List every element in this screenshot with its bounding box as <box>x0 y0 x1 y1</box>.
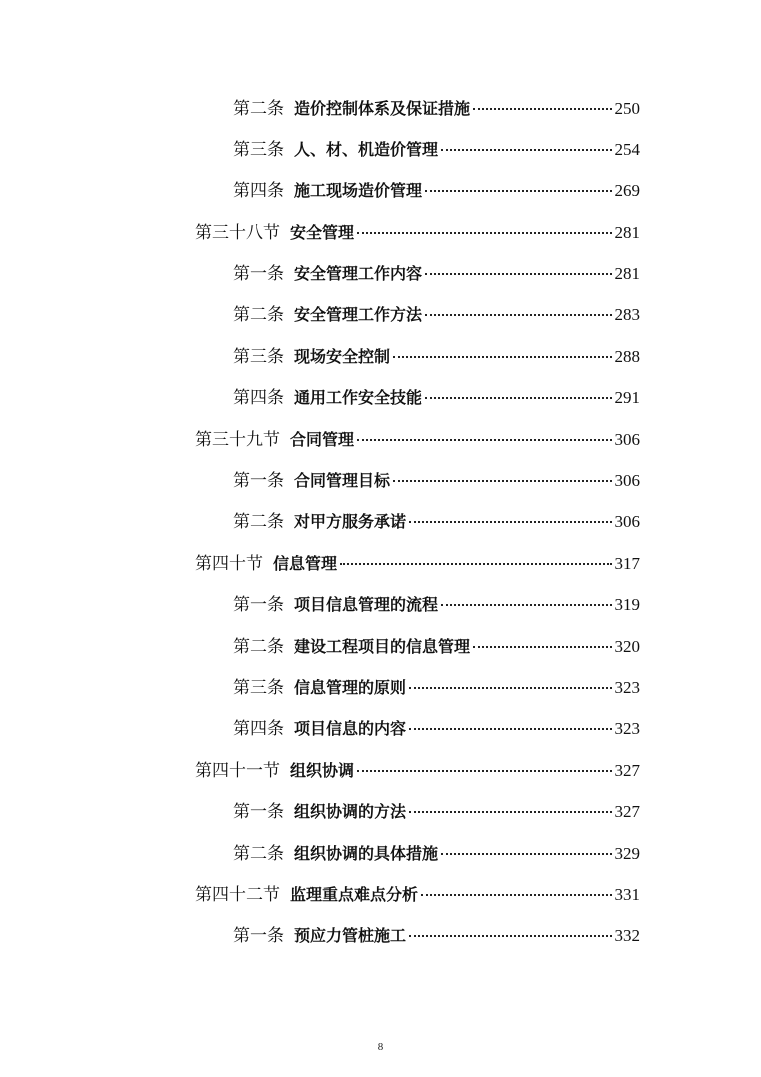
toc-entry-line <box>233 833 640 875</box>
toc-entry-number: 第二条 <box>233 98 284 119</box>
toc-entry-page: 331 <box>614 884 640 904</box>
toc-entry-page: 332 <box>614 926 640 946</box>
toc-article-entry[interactable] <box>0 792 761 833</box>
dot-leader <box>441 604 611 606</box>
toc-entry-title: 人、材、机造价管理 <box>294 139 439 159</box>
dot-leader <box>421 894 611 896</box>
dot-leader <box>409 935 611 937</box>
toc-article-entry[interactable] <box>0 171 761 212</box>
toc-entry-page: 306 <box>614 429 640 449</box>
toc-entry-title: 监理重点难点分析 <box>290 884 419 904</box>
toc-article-entry[interactable] <box>0 336 761 377</box>
dot-leader <box>473 108 611 110</box>
toc-entry-title: 通用工作安全技能 <box>294 388 423 408</box>
toc-entry-title: 建设工程项目的信息管理 <box>294 636 471 656</box>
toc-entry-title: 合同管理目标 <box>294 471 391 491</box>
toc-section-entry[interactable] <box>0 419 761 460</box>
toc-section-entry[interactable] <box>0 874 761 915</box>
toc-entry-page: 327 <box>614 760 640 780</box>
toc-entry-line <box>233 336 640 378</box>
dot-leader <box>393 480 611 482</box>
toc-entry-title: 项目信息的内容 <box>294 719 407 739</box>
toc-entry-number: 第一条 <box>233 471 284 492</box>
toc-entry-line <box>233 915 640 957</box>
toc-entry-number: 第四条 <box>233 181 284 202</box>
toc-entry-number: 第四十节 <box>195 553 263 574</box>
toc-entry-line <box>233 377 640 419</box>
toc-entry-page: 329 <box>614 843 640 863</box>
toc-entry-line <box>233 460 640 502</box>
toc-article-entry[interactable] <box>0 129 761 170</box>
toc-section-entry[interactable] <box>0 543 761 584</box>
toc-entry-number: 第三条 <box>233 139 284 160</box>
toc-entry-number: 第一条 <box>233 802 284 823</box>
toc-entry-page: 281 <box>614 264 640 284</box>
toc-article-entry[interactable] <box>0 378 761 419</box>
toc-entry-page: 306 <box>614 471 640 491</box>
toc-article-entry[interactable] <box>0 626 761 667</box>
table-of-contents <box>0 88 761 957</box>
toc-entry-title: 安全管理工作内容 <box>294 264 423 284</box>
dot-leader <box>425 397 611 399</box>
toc-entry-number: 第四条 <box>233 388 284 409</box>
toc-article-entry[interactable] <box>0 88 761 129</box>
toc-entry-line <box>233 667 640 709</box>
toc-entry-title: 安全管理 <box>290 222 355 242</box>
dot-leader <box>409 811 611 813</box>
dot-leader <box>409 687 611 689</box>
toc-entry-line <box>233 584 640 626</box>
dot-leader <box>425 190 611 192</box>
toc-article-entry[interactable] <box>0 254 761 295</box>
dot-leader <box>441 853 611 855</box>
toc-article-entry[interactable] <box>0 916 761 957</box>
toc-entry-number: 第二条 <box>233 512 284 533</box>
dot-leader <box>473 646 611 648</box>
toc-section-entry[interactable] <box>0 212 761 253</box>
toc-entry-line <box>233 708 640 750</box>
toc-entry-page: 323 <box>614 677 640 697</box>
toc-entry-number: 第一条 <box>233 926 284 947</box>
toc-entry-title: 合同管理 <box>290 429 355 449</box>
toc-entry-page: 283 <box>614 305 640 325</box>
dot-leader <box>357 232 611 234</box>
toc-entry-number: 第三条 <box>233 677 284 698</box>
toc-entry-line <box>233 129 640 171</box>
toc-entry-page: 281 <box>614 222 640 242</box>
toc-entry-title: 安全管理工作方法 <box>294 305 423 325</box>
dot-leader <box>441 149 611 151</box>
toc-entry-line <box>233 253 640 295</box>
toc-entry-line <box>233 88 640 130</box>
toc-entry-page: 254 <box>614 139 640 159</box>
toc-entry-number: 第二条 <box>233 636 284 657</box>
toc-entry-page: 306 <box>614 512 640 532</box>
dot-leader <box>357 770 611 772</box>
toc-entry-title: 造价控制体系及保证措施 <box>294 98 471 118</box>
toc-section-entry[interactable] <box>0 750 761 791</box>
toc-entry-line <box>195 874 640 916</box>
toc-entry-line <box>233 501 640 543</box>
dot-leader <box>393 356 611 358</box>
toc-article-entry[interactable] <box>0 709 761 750</box>
toc-entry-title: 组织协调 <box>290 760 355 780</box>
toc-entry-page: 250 <box>614 98 640 118</box>
toc-article-entry[interactable] <box>0 585 761 626</box>
toc-entry-title: 对甲方服务承诺 <box>294 512 407 532</box>
toc-entry-line <box>195 419 640 461</box>
toc-entry-page: 323 <box>614 719 640 739</box>
toc-entry-title: 信息管理 <box>273 553 338 573</box>
toc-entry-line <box>233 791 640 833</box>
toc-entry-page: 291 <box>614 388 640 408</box>
toc-entry-line <box>233 626 640 668</box>
toc-entry-title: 组织协调的具体措施 <box>294 843 439 863</box>
toc-entry-number: 第三十八节 <box>195 222 280 243</box>
toc-entry-page: 269 <box>614 181 640 201</box>
page-number: 8 <box>377 1041 384 1053</box>
toc-entry-number: 第四十二节 <box>195 884 280 905</box>
toc-entry-page: 317 <box>614 553 640 573</box>
toc-entry-number: 第四条 <box>233 719 284 740</box>
toc-entry-number: 第三条 <box>233 346 284 367</box>
toc-entry-page: 288 <box>614 346 640 366</box>
dot-leader <box>357 439 611 441</box>
toc-article-entry[interactable] <box>0 295 761 336</box>
toc-article-entry[interactable] <box>0 461 761 502</box>
toc-article-entry[interactable] <box>0 502 761 543</box>
toc-article-entry[interactable] <box>0 667 761 708</box>
toc-entry-page: 320 <box>614 636 640 656</box>
dot-leader <box>425 314 611 316</box>
dot-leader <box>340 563 611 565</box>
toc-entry-number: 第二条 <box>233 305 284 326</box>
toc-entry-line <box>233 170 640 212</box>
toc-entry-title: 现场安全控制 <box>294 346 391 366</box>
toc-entry-number: 第四十一节 <box>195 760 280 781</box>
toc-entry-title: 预应力管桩施工 <box>294 926 407 946</box>
toc-entry-line <box>233 294 640 336</box>
toc-entry-number: 第二条 <box>233 843 284 864</box>
toc-entry-page: 319 <box>614 595 640 615</box>
toc-entry-title: 施工现场造价管理 <box>294 181 423 201</box>
dot-leader <box>425 273 611 275</box>
toc-entry-title: 项目信息管理的流程 <box>294 595 439 615</box>
dot-leader <box>409 728 611 730</box>
toc-entry-title: 信息管理的原则 <box>294 677 407 697</box>
dot-leader <box>409 521 611 523</box>
toc-entry-number: 第三十九节 <box>195 429 280 450</box>
toc-entry-number: 第一条 <box>233 264 284 285</box>
toc-entry-number: 第一条 <box>233 595 284 616</box>
toc-entry-title: 组织协调的方法 <box>294 802 407 822</box>
toc-entry-line <box>195 212 640 254</box>
toc-entry-page: 327 <box>614 802 640 822</box>
toc-entry-line <box>195 543 640 585</box>
toc-entry-line <box>195 750 640 792</box>
toc-article-entry[interactable] <box>0 833 761 874</box>
